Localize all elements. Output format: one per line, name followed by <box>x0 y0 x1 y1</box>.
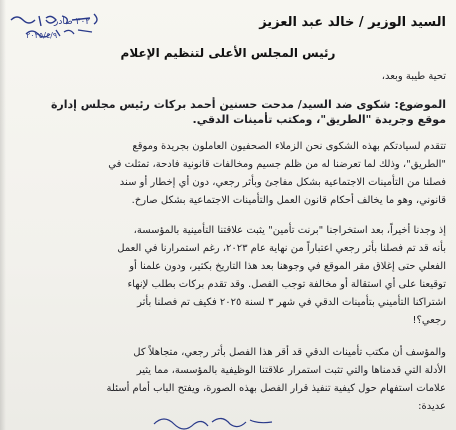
paragraph-2-line-4: توقيعنا على أي استقالة أو مخالفة توجب الفصل. وقد تقدم بركات بطلب لإنهاء <box>127 279 446 290</box>
paragraph-2-line-1: إذ وجدنا أخيراً، بعد استخراجنا "برنت تأمين" يثبت علاقتنا التأمينية بالمؤسسة، <box>133 225 446 236</box>
paragraph-3-line-3: علامات استفهام حول كيفية تنفيذ قرار الفصل بهذه الصورة، ويفتح الباب أمام أسئلة <box>106 383 446 394</box>
paragraph-1-line-3: فصلنا من التأمينات الاجتماعية بشكل مفاجئ وبأثر رجعي، دون أي إخطار أو سند <box>119 177 446 188</box>
organization-title: رئيس المجلس الأعلى لتنظيم الإعلام <box>120 46 336 60</box>
greeting: تحية طيبة وبعد، <box>381 71 446 82</box>
subject-line-1: الموضوع: شكوى ضد السيد/ مدحت حسنين أحمد بركات رئيس مجلس إدارة <box>50 98 446 111</box>
paragraph-2-line-5: اشتراكنا التأميني بتأمينات الدقي في شهر ٣ لسنة ٢٠٢٥ فكيف تم فصلنا بأثر <box>137 297 446 308</box>
handwritten-date: ٢٠٢٥/٤/٩ <box>26 31 58 40</box>
paragraph-3-line-4: عديدة: <box>418 401 446 412</box>
paragraph-1-line-1: تتقدم لسيادتكم بهذه الشكوى نحن الزملاء الصحفيون العاملون بجريدة وموقع <box>132 141 446 152</box>
paragraph-1-line-2: "الطريق"، وذلك لما تعرضنا له من ظلم جسيم ومخالفات قانونية فادحة، تمثلت في <box>108 159 446 170</box>
recipient: السيد الوزير / خالد عبد العزيز <box>259 15 446 30</box>
paragraph-2-line-2: بأنه قد تم فصلنا بأثر رجعي اعتباراً من نهاية عام ٢٠٢٣، رغم استمرارنا في العمل <box>117 243 446 254</box>
paragraph-2-line-3: الفعلي حتى إغلاق مقر الموقع في وجوهنا بعد هذا التاريخ بكثير، ودون علمنا أو <box>129 261 446 272</box>
subject-line-2: موقع وجريدة "الطريق"، ومكتب تأمينات الدقي. <box>192 113 446 126</box>
handwritten-annotation-icon <box>6 10 116 40</box>
paragraph-1-line-4: قانوني، وهو ما يخالف أحكام قانون العمل والتأمينات الاجتماعية بشكل صارخ. <box>131 195 446 206</box>
paragraph-2-line-6: رجعي؟! <box>412 315 446 326</box>
paragraph-3-line-1: والمؤسف أن مكتب تأمينات الدقي قد أقر هذا الفصل بأثر رجعي، متجاهلاً كل <box>133 347 446 358</box>
handwritten-ref: ٣٠٢ صادر <box>54 17 91 27</box>
page-shadow <box>0 0 6 430</box>
handwritten-signature-icon <box>150 412 280 430</box>
paragraph-3-line-2: الأدلة التي قدمناها والتي تثبت استمرار علاقتنا الوظيفية بالمؤسسة، مما يثير <box>136 365 446 376</box>
